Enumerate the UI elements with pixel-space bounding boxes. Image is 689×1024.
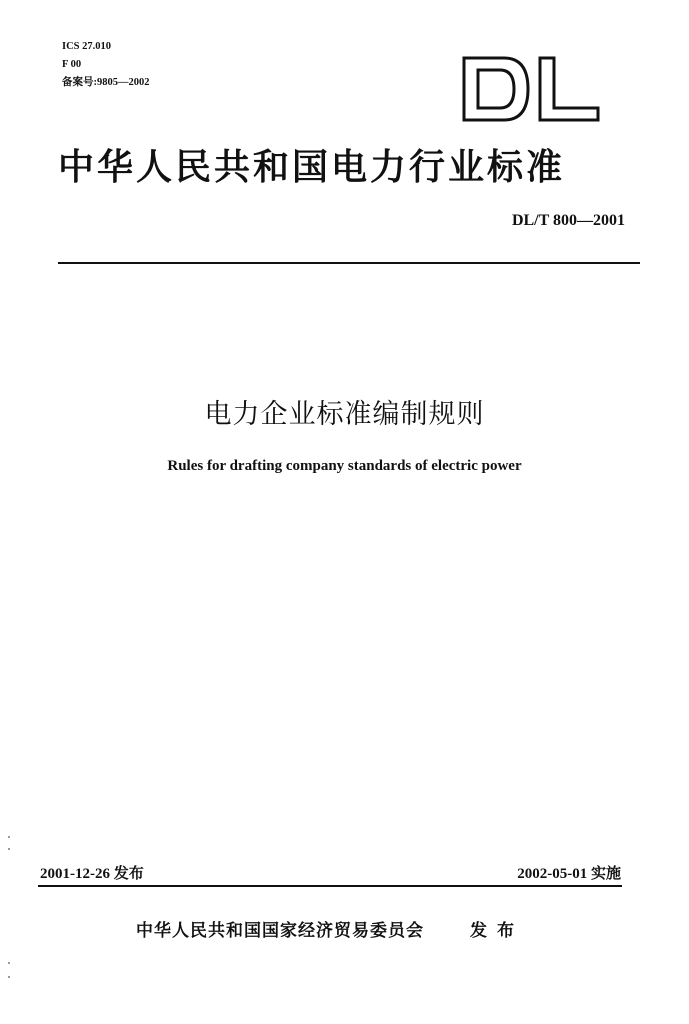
issue-date: 2001-12-26 发布 — [40, 866, 144, 882]
header-meta — [62, 38, 150, 92]
category-code: F 00 — [62, 59, 82, 70]
filing-number: 备案号:9805—2002 — [62, 77, 150, 88]
dl-logo — [460, 56, 600, 122]
scan-speck — [8, 836, 10, 838]
document-title-en: Rules for drafting company standards of electric power — [167, 458, 522, 474]
scan-speck — [8, 962, 10, 964]
bottom-divider — [38, 885, 622, 887]
standard-code: DL/T 800—2001 — [511, 212, 625, 229]
publish-label: 发布 — [470, 921, 524, 941]
top-divider — [58, 262, 640, 264]
ics-code: ICS 27.010 — [62, 41, 112, 52]
document-title-cn: 电力企业标准编制规则 — [204, 399, 485, 430]
effective-date: 2002-05-01 实施 — [517, 866, 621, 882]
scan-speck — [8, 976, 10, 978]
publisher-name: 中华人民共和国国家经济贸易委员会 — [136, 921, 424, 941]
industry-standard-banner: 中华人民共和国电力行业标准 — [58, 147, 566, 188]
scan-speck — [8, 848, 10, 850]
